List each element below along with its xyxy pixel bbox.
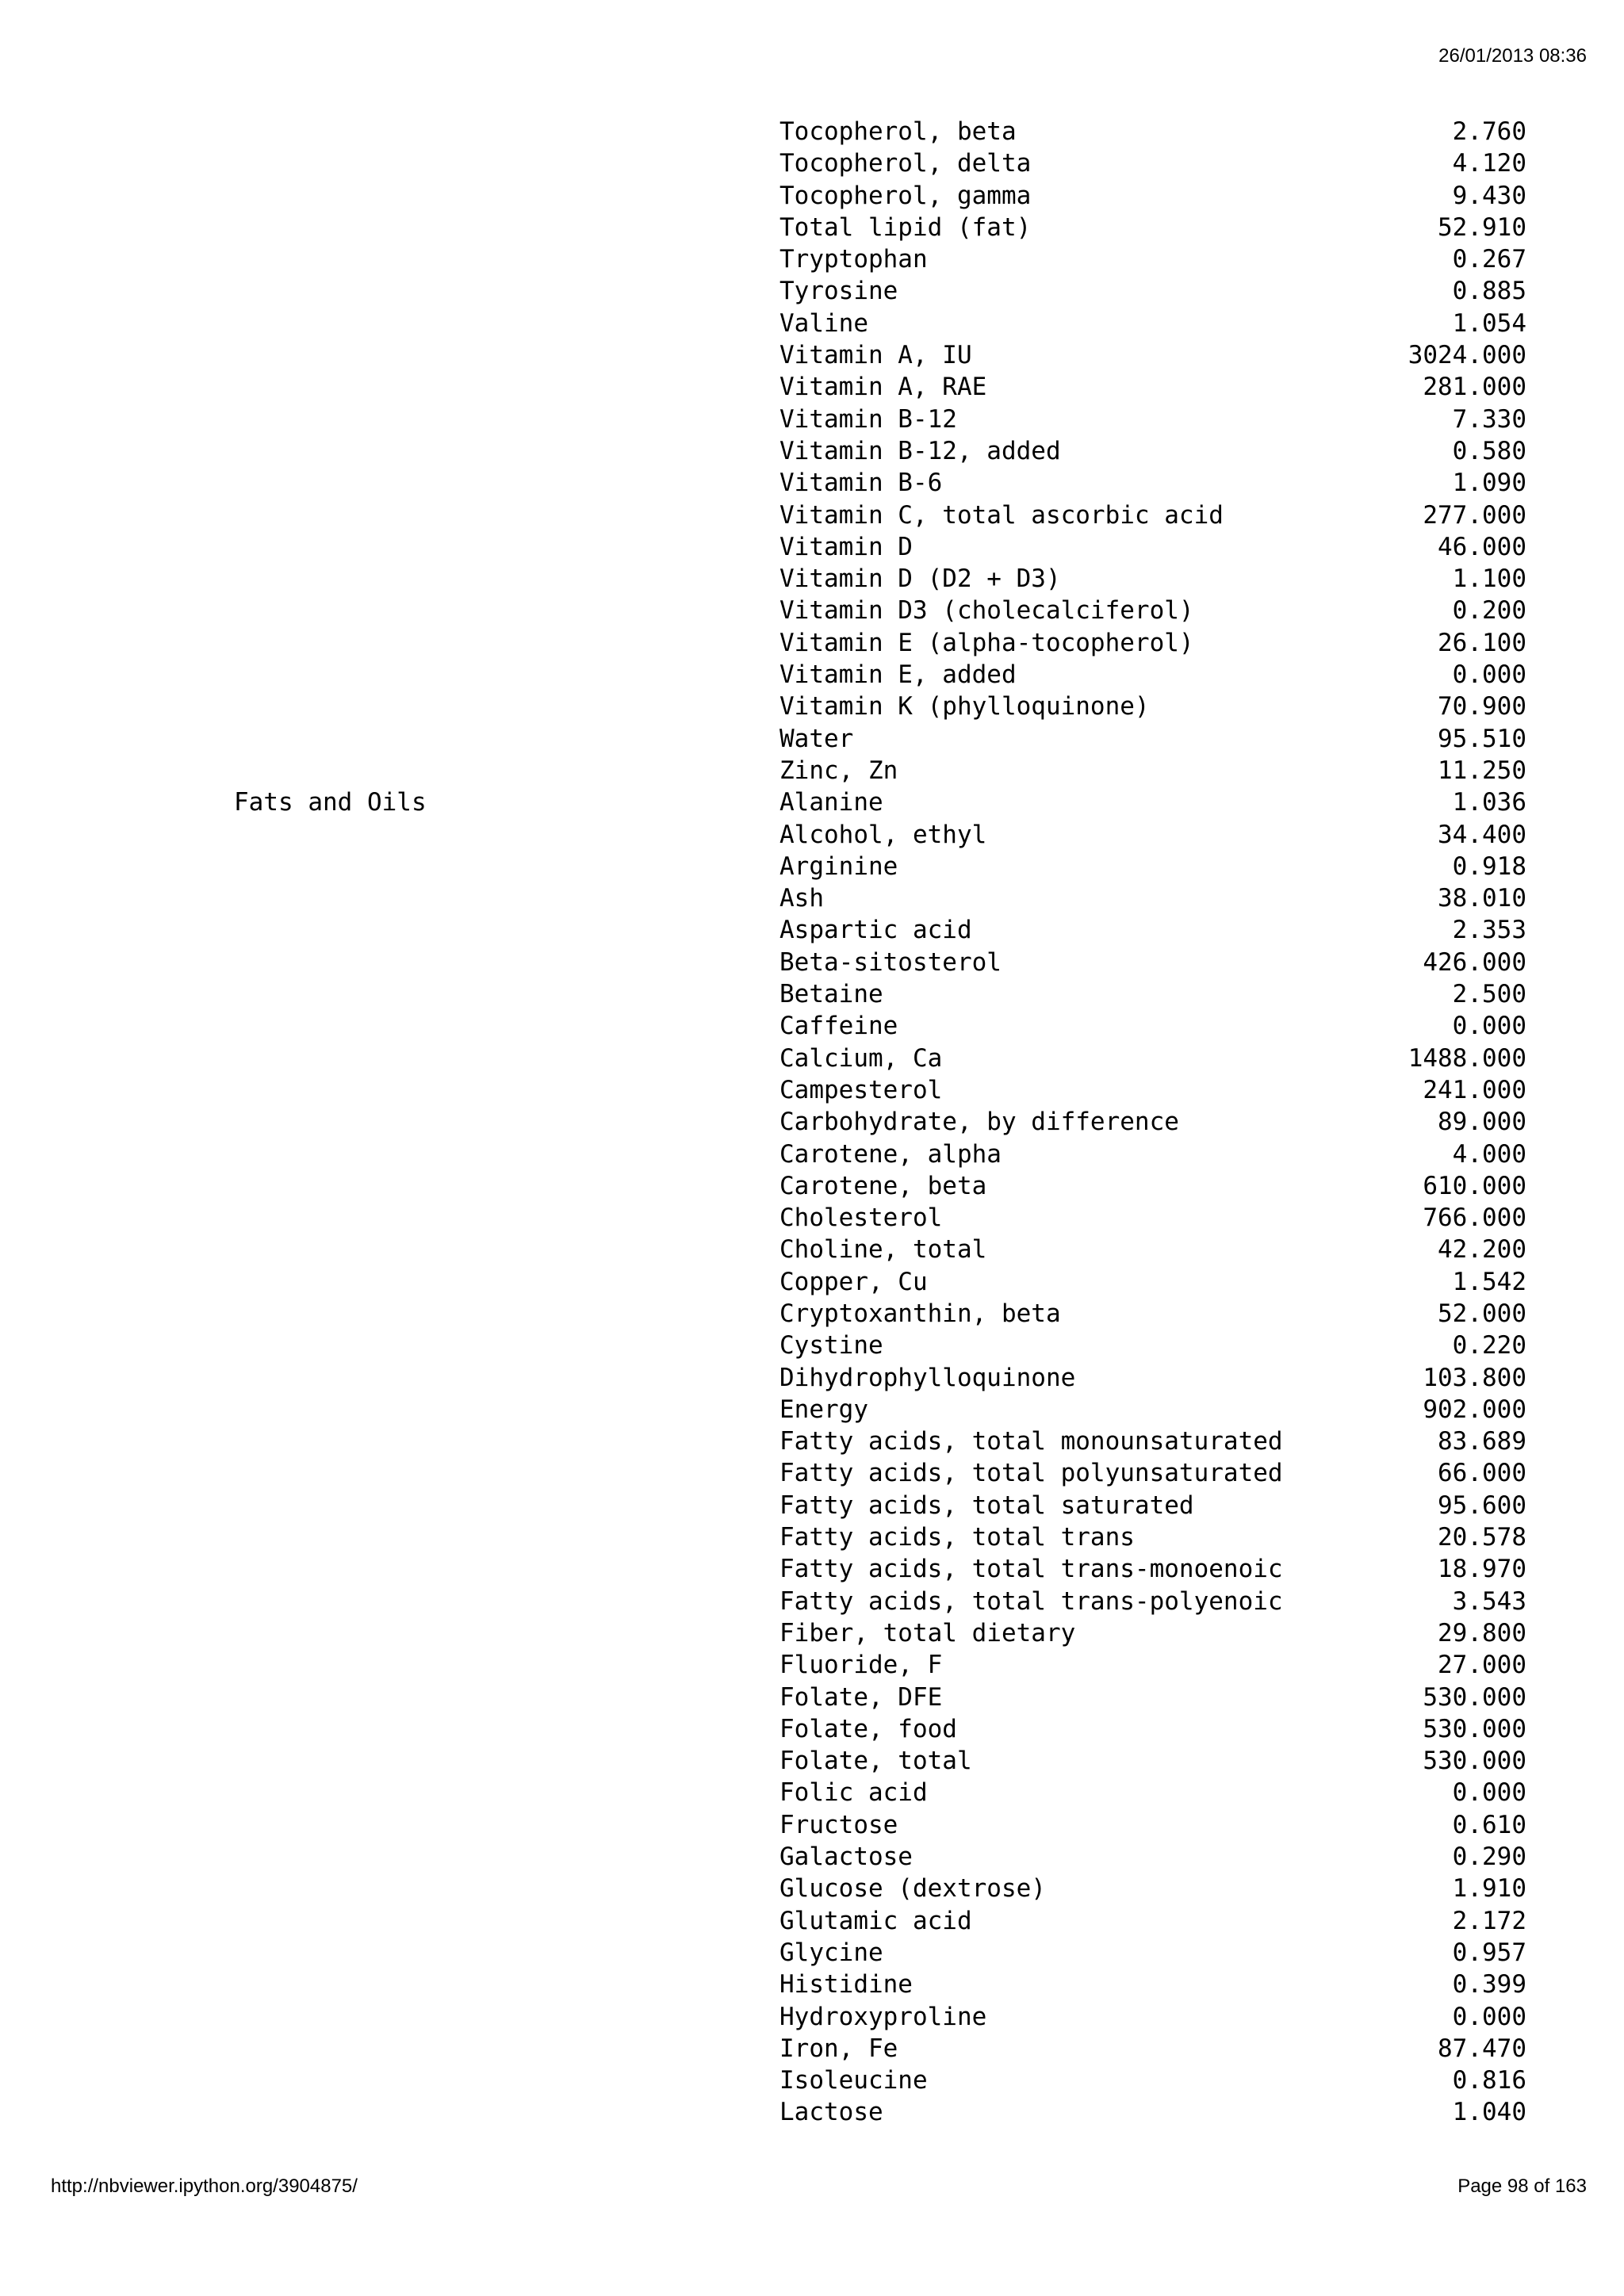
nutrient-value: 1.090 bbox=[1452, 469, 1526, 498]
table-row bbox=[0, 339, 1624, 371]
nutrient-value: 1.054 bbox=[1452, 308, 1526, 338]
nutrient-value: 0.000 bbox=[1452, 660, 1526, 690]
table-row bbox=[0, 1969, 1624, 2000]
nutrient-table bbox=[0, 116, 1624, 2129]
nutrient-value: 2.760 bbox=[1452, 117, 1526, 146]
nutrient-value: 2.172 bbox=[1452, 1906, 1526, 1935]
table-row bbox=[0, 914, 1624, 946]
nutrient-name: Vitamin D3 (cholecalciferol) bbox=[779, 596, 1194, 626]
table-row bbox=[0, 1617, 1624, 1649]
table-row bbox=[0, 947, 1624, 978]
nutrient-name: Tyrosine bbox=[779, 277, 898, 306]
nutrient-value: 0.000 bbox=[1452, 1778, 1526, 1808]
table-row bbox=[0, 404, 1624, 435]
nutrient-value: 95.510 bbox=[1438, 724, 1526, 753]
table-row bbox=[0, 1905, 1624, 1937]
table-row bbox=[0, 1553, 1624, 1585]
table-row bbox=[0, 499, 1624, 531]
nutrient-name: Vitamin B-12 bbox=[779, 404, 957, 434]
nutrient-value: 0.918 bbox=[1452, 851, 1526, 881]
nutrient-name: Fluoride, F bbox=[779, 1651, 943, 1680]
table-row bbox=[0, 819, 1624, 851]
nutrient-value: 9.430 bbox=[1452, 181, 1526, 210]
table-row bbox=[0, 2033, 1624, 2064]
nutrient-name: Carbohydrate, by difference bbox=[779, 1108, 1179, 1137]
nutrient-name: Ash bbox=[779, 884, 824, 913]
table-row bbox=[0, 1809, 1624, 1841]
nutrient-value: 4.120 bbox=[1452, 149, 1526, 178]
table-row bbox=[0, 116, 1624, 147]
nutrient-value: 52.910 bbox=[1438, 212, 1526, 242]
nutrient-value: 2.500 bbox=[1452, 980, 1526, 1009]
nutrient-name: Campesterol bbox=[779, 1075, 943, 1104]
nutrient-name: Choline, total bbox=[779, 1235, 987, 1265]
table-row bbox=[0, 1682, 1624, 1713]
table-row bbox=[0, 1713, 1624, 1745]
table-row bbox=[0, 627, 1624, 659]
nutrient-name: Vitamin B-6 bbox=[779, 469, 943, 498]
nutrient-name: Beta-sitosterol bbox=[779, 947, 1002, 977]
nutrient-name: Tocopherol, gamma bbox=[779, 181, 1032, 210]
nutrient-name: Fatty acids, total saturated bbox=[779, 1490, 1194, 1520]
nutrient-name: Fructose bbox=[779, 1810, 898, 1839]
nutrient-value: 0.220 bbox=[1452, 1331, 1526, 1360]
table-row bbox=[0, 1043, 1624, 1074]
nutrient-value: 70.900 bbox=[1438, 692, 1526, 721]
nutrient-name: Hydroxyproline bbox=[779, 2002, 987, 2031]
nutrient-name: Valine bbox=[779, 308, 868, 338]
table-row bbox=[0, 1394, 1624, 1425]
table-row bbox=[0, 882, 1624, 914]
table-row bbox=[0, 1330, 1624, 1361]
table-row bbox=[0, 1266, 1624, 1298]
nutrient-name: Iron, Fe bbox=[779, 2034, 898, 2063]
nutrient-value: 27.000 bbox=[1438, 1651, 1526, 1680]
nutrient-name: Vitamin E (alpha-tocopherol) bbox=[779, 628, 1194, 657]
nutrient-name: Cystine bbox=[779, 1331, 883, 1360]
nutrient-value: 34.400 bbox=[1438, 820, 1526, 849]
nutrient-name: Vitamin K (phylloquinone) bbox=[779, 692, 1150, 721]
table-row bbox=[0, 691, 1624, 722]
nutrient-name: Energy bbox=[779, 1395, 868, 1424]
nutrient-name: Cholesterol bbox=[779, 1203, 943, 1233]
nutrient-name: Cryptoxanthin, beta bbox=[779, 1299, 1061, 1328]
nutrient-value: 18.970 bbox=[1438, 1555, 1526, 1584]
nutrient-value: 29.800 bbox=[1438, 1618, 1526, 1647]
nutrient-name: Fatty acids, total trans-monoenoic bbox=[779, 1555, 1283, 1584]
nutrient-value: 766.000 bbox=[1423, 1203, 1526, 1233]
page-url[interactable]: http://nbviewer.ipython.org/3904875/ bbox=[51, 2175, 358, 2197]
table-row bbox=[0, 563, 1624, 595]
table-row bbox=[0, 180, 1624, 212]
table-row bbox=[0, 1202, 1624, 1234]
table-row bbox=[0, 1490, 1624, 1521]
nutrient-value: 2.353 bbox=[1452, 916, 1526, 945]
nutrient-name: Vitamin B-12, added bbox=[779, 436, 1061, 465]
nutrient-value: 52.000 bbox=[1438, 1299, 1526, 1328]
nutrient-value: 4.000 bbox=[1452, 1139, 1526, 1169]
nutrient-value: 1488.000 bbox=[1408, 1043, 1526, 1073]
nutrient-name: Caffeine bbox=[779, 1012, 898, 1041]
nutrient-value: 3024.000 bbox=[1408, 341, 1526, 370]
nutrient-name: Vitamin A, IU bbox=[779, 341, 972, 370]
table-row bbox=[0, 467, 1624, 499]
food-group-label: Fats and Oils bbox=[234, 788, 427, 817]
nutrient-value: 1.040 bbox=[1452, 2098, 1526, 2127]
table-row bbox=[0, 978, 1624, 1010]
nutrient-value: 0.000 bbox=[1452, 2002, 1526, 2031]
nutrient-value: 0.399 bbox=[1452, 1970, 1526, 1999]
nutrient-name: Zinc, Zn bbox=[779, 756, 898, 785]
nutrient-name: Carotene, alpha bbox=[779, 1139, 1002, 1169]
nutrient-value: 0.000 bbox=[1452, 1012, 1526, 1041]
table-row bbox=[0, 2096, 1624, 2128]
nutrient-value: 1.910 bbox=[1452, 1874, 1526, 1904]
nutrient-value: 0.290 bbox=[1452, 1843, 1526, 1872]
table-row bbox=[0, 1841, 1624, 1873]
nutrient-name: Betaine bbox=[779, 980, 883, 1009]
nutrient-value: 530.000 bbox=[1423, 1682, 1526, 1712]
nutrient-name: Fatty acids, total trans-polyenoic bbox=[779, 1586, 1283, 1616]
nutrient-name: Copper, Cu bbox=[779, 1267, 928, 1296]
table-row bbox=[0, 1074, 1624, 1106]
nutrient-name: Calcium, Ca bbox=[779, 1043, 943, 1073]
table-row bbox=[0, 1649, 1624, 1681]
nutrient-name: Lactose bbox=[779, 2098, 883, 2127]
table-row bbox=[0, 531, 1624, 563]
nutrient-name: Folate, DFE bbox=[779, 1682, 943, 1712]
nutrient-name: Folate, food bbox=[779, 1714, 957, 1743]
nutrient-value: 0.267 bbox=[1452, 245, 1526, 274]
nutrient-name: Tocopherol, delta bbox=[779, 149, 1032, 178]
nutrient-name: Alcohol, ethyl bbox=[779, 820, 987, 849]
table-row bbox=[0, 1170, 1624, 1202]
nutrient-value: 1.036 bbox=[1452, 788, 1526, 817]
table-row bbox=[0, 212, 1624, 243]
table-row bbox=[0, 1425, 1624, 1457]
table-row bbox=[0, 243, 1624, 275]
table-row bbox=[0, 1010, 1624, 1042]
table-row bbox=[0, 1106, 1624, 1138]
table-row bbox=[0, 786, 1624, 818]
nutrient-value: 0.610 bbox=[1452, 1810, 1526, 1839]
nutrient-value: 26.100 bbox=[1438, 628, 1526, 657]
nutrient-value: 3.543 bbox=[1452, 1586, 1526, 1616]
nutrient-value: 1.542 bbox=[1452, 1267, 1526, 1296]
table-row bbox=[0, 1937, 1624, 1969]
nutrient-value: 46.000 bbox=[1438, 532, 1526, 561]
table-row bbox=[0, 1138, 1624, 1170]
table-row bbox=[0, 1362, 1624, 1394]
page-number: Page 98 of 163 bbox=[1457, 2175, 1587, 2197]
nutrient-value: 103.800 bbox=[1423, 1363, 1526, 1392]
nutrient-name: Tryptophan bbox=[779, 245, 928, 274]
nutrient-value: 95.600 bbox=[1438, 1490, 1526, 1520]
table-row bbox=[0, 435, 1624, 467]
table-row bbox=[0, 755, 1624, 786]
nutrient-value: 610.000 bbox=[1423, 1171, 1526, 1200]
nutrient-name: Folic acid bbox=[779, 1778, 928, 1808]
table-row bbox=[0, 275, 1624, 307]
nutrient-value: 0.816 bbox=[1452, 2066, 1526, 2095]
nutrient-name: Arginine bbox=[779, 851, 898, 881]
nutrient-name: Galactose bbox=[779, 1843, 913, 1872]
nutrient-name: Fatty acids, total polyunsaturated bbox=[779, 1459, 1283, 1488]
table-row bbox=[0, 1873, 1624, 1904]
nutrient-name: Tocopherol, beta bbox=[779, 117, 1017, 146]
table-row bbox=[0, 2064, 1624, 2096]
nutrient-name: Fatty acids, total trans bbox=[779, 1523, 1135, 1552]
table-row bbox=[0, 723, 1624, 755]
nutrient-name: Glutamic acid bbox=[779, 1906, 972, 1935]
nutrient-value: 83.689 bbox=[1438, 1427, 1526, 1456]
nutrient-value: 241.000 bbox=[1423, 1075, 1526, 1104]
nutrient-value: 11.250 bbox=[1438, 756, 1526, 785]
nutrient-value: 281.000 bbox=[1423, 373, 1526, 402]
nutrient-name: Vitamin D bbox=[779, 532, 913, 561]
table-row bbox=[0, 1777, 1624, 1808]
nutrient-value: 902.000 bbox=[1423, 1395, 1526, 1424]
nutrient-name: Alanine bbox=[779, 788, 883, 817]
nutrient-name: Water bbox=[779, 724, 854, 753]
nutrient-value: 1.100 bbox=[1452, 564, 1526, 594]
nutrient-name: Histidine bbox=[779, 1970, 913, 1999]
print-timestamp: 26/01/2013 08:36 bbox=[1438, 45, 1587, 67]
table-row bbox=[0, 2001, 1624, 2033]
nutrient-value: 530.000 bbox=[1423, 1747, 1526, 1776]
table-row bbox=[0, 1586, 1624, 1617]
nutrient-value: 20.578 bbox=[1438, 1523, 1526, 1552]
nutrient-name: Isoleucine bbox=[779, 2066, 928, 2095]
nutrient-name: Vitamin D (D2 + D3) bbox=[779, 564, 1061, 594]
nutrient-name: Glucose (dextrose) bbox=[779, 1874, 1046, 1904]
nutrient-name: Fatty acids, total monounsaturated bbox=[779, 1427, 1283, 1456]
nutrient-value: 7.330 bbox=[1452, 404, 1526, 434]
table-row bbox=[0, 1521, 1624, 1553]
table-row bbox=[0, 1298, 1624, 1330]
nutrient-value: 277.000 bbox=[1423, 500, 1526, 530]
table-row bbox=[0, 659, 1624, 691]
nutrient-value: 426.000 bbox=[1423, 947, 1526, 977]
nutrient-name: Vitamin A, RAE bbox=[779, 373, 987, 402]
nutrient-value: 0.580 bbox=[1452, 436, 1526, 465]
nutrient-value: 87.470 bbox=[1438, 2034, 1526, 2063]
nutrient-name: Glycine bbox=[779, 1938, 883, 1967]
nutrient-name: Fiber, total dietary bbox=[779, 1618, 1076, 1647]
nutrient-name: Dihydrophylloquinone bbox=[779, 1363, 1076, 1392]
table-row bbox=[0, 371, 1624, 403]
nutrient-name: Folate, total bbox=[779, 1747, 972, 1776]
nutrient-name: Vitamin E, added bbox=[779, 660, 1017, 690]
nutrient-name: Total lipid (fat) bbox=[779, 212, 1032, 242]
nutrient-value: 89.000 bbox=[1438, 1108, 1526, 1137]
table-row bbox=[0, 851, 1624, 882]
nutrient-value: 530.000 bbox=[1423, 1714, 1526, 1743]
nutrient-value: 0.957 bbox=[1452, 1938, 1526, 1967]
table-row bbox=[0, 1457, 1624, 1489]
nutrient-value: 38.010 bbox=[1438, 884, 1526, 913]
nutrient-value: 0.200 bbox=[1452, 596, 1526, 626]
table-row bbox=[0, 147, 1624, 179]
nutrient-name: Vitamin C, total ascorbic acid bbox=[779, 500, 1224, 530]
nutrient-value: 0.885 bbox=[1452, 277, 1526, 306]
nutrient-value: 66.000 bbox=[1438, 1459, 1526, 1488]
table-row bbox=[0, 595, 1624, 626]
table-row bbox=[0, 1745, 1624, 1777]
table-row bbox=[0, 308, 1624, 339]
table-row bbox=[0, 1234, 1624, 1265]
nutrient-name: Aspartic acid bbox=[779, 916, 972, 945]
nutrient-value: 42.200 bbox=[1438, 1235, 1526, 1265]
nutrient-name: Carotene, beta bbox=[779, 1171, 987, 1200]
